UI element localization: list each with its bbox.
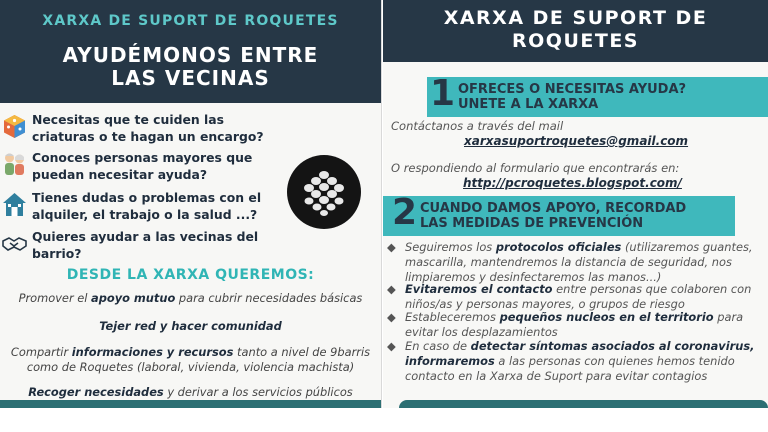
left-subheading: DESDE LA XARXA QUEREMOS: bbox=[66, 267, 315, 283]
goal-share-info-post: tanto a nivel de 9barris bbox=[233, 345, 371, 359]
dice-icon bbox=[2, 114, 27, 139]
bullet4-line3: contacto en la Xarxa de Suport para evitar contagios bbox=[405, 369, 708, 383]
bullet-icon: ◆ bbox=[387, 310, 396, 324]
bullet3-pre: Estableceremos bbox=[405, 310, 500, 324]
prevention-bullet-protocols-text bbox=[405, 240, 768, 285]
goal-mutual-support-post: para cubrir necesidades básicas bbox=[175, 291, 363, 305]
step1-title-line1: OFRECES O NECESITAS AYUDA? bbox=[458, 82, 687, 97]
handshake-icon bbox=[2, 231, 27, 256]
left-header-small: XARXA DE SUPORT DE ROQUETES bbox=[42, 13, 339, 29]
bullet1-line3: limpiaremos y desinfectaremos las manos...) bbox=[405, 270, 662, 284]
goal-share-info-line2: como de Roquetes (laboral, vivienda, violencia machista) bbox=[26, 360, 355, 374]
email-link[interactable]: xarxasuportroquetes@gmail.com bbox=[464, 134, 689, 148]
question-housing-line1: Tienes dudas o problemas con el bbox=[32, 190, 262, 205]
goal-community bbox=[0, 319, 381, 334]
bullet4-line2-bold: informaremos bbox=[405, 354, 495, 368]
left-bottom-strip bbox=[0, 400, 381, 408]
step1-title bbox=[458, 82, 686, 112]
right-header-line2: ROQUETES bbox=[512, 30, 639, 52]
step2-title-line1: CUANDO DAMOS APOYO, RECORDAD bbox=[420, 201, 687, 216]
bullet1-line2: mascarilla, mantendremos la distancia de seguridad, nos bbox=[405, 255, 732, 269]
question-volunteer-text bbox=[32, 229, 282, 262]
right-poster bbox=[383, 0, 768, 408]
question-childcare-line1: Necesitas que te cuiden las bbox=[32, 112, 224, 127]
prevention-bullet-symptoms-text bbox=[405, 339, 768, 384]
bullet3-line2: evitar los desplazamientos bbox=[405, 325, 558, 339]
bullet1-bold: protocolos oficiales bbox=[495, 240, 622, 254]
goal-mutual-support-pre: Promover el bbox=[18, 291, 92, 305]
step2-number: 2 bbox=[392, 192, 418, 233]
bullet-icon: ◆ bbox=[387, 240, 396, 254]
goal-share-info-pre: Compartir bbox=[10, 345, 72, 359]
house-icon bbox=[2, 192, 27, 217]
bullet-icon: ◆ bbox=[387, 282, 396, 296]
bullet4-bold: detectar síntomas asociados al coronavirus, bbox=[470, 339, 755, 353]
bullet1-pre: Seguiremos los bbox=[405, 240, 496, 254]
question-housing-text bbox=[32, 190, 282, 223]
question-housing-line2: alquiler, el trabajo o la salud ...? bbox=[32, 206, 258, 222]
left-header-title-line1: AYUDÉMONOS ENTRE bbox=[62, 43, 319, 67]
goal-collect-needs-post: y derivar a los servicios públicos bbox=[163, 385, 353, 399]
right-bottom-strip bbox=[399, 400, 768, 408]
pinecone-icon bbox=[287, 155, 361, 229]
bullet-icon: ◆ bbox=[387, 339, 396, 353]
question-childcare-line2: criaturas o te hagan un encargo? bbox=[32, 128, 264, 144]
question-childcare-text bbox=[32, 112, 282, 145]
left-header bbox=[0, 0, 381, 103]
goal-mutual-support-bold: apoyo mutuo bbox=[91, 291, 176, 305]
question-elderly-text bbox=[32, 150, 282, 183]
bullet4-line2-post: a las personas con quienes hemos tenido bbox=[494, 354, 735, 368]
bullet3-post: para bbox=[713, 310, 744, 324]
right-header-title bbox=[383, 7, 768, 53]
blog-link[interactable]: http://pcroquetes.blogspot.com/ bbox=[463, 176, 682, 190]
bullet3-bold: pequeños nucleos en el territorio bbox=[499, 310, 714, 324]
prevention-bullet-contact-text bbox=[405, 282, 768, 312]
goal-community-text: Tejer red y hacer comunidad bbox=[99, 319, 282, 333]
form-text: O respondiendo al formulario que encontrarás en: bbox=[391, 161, 680, 175]
question-elderly-line1: Conoces personas mayores que bbox=[32, 150, 253, 165]
right-header bbox=[383, 0, 768, 62]
bullet1-post: (utilizaremos guantes, bbox=[621, 240, 753, 254]
goal-share-info bbox=[0, 345, 381, 375]
goal-collect-needs-bold: Recoger necesidades bbox=[28, 385, 164, 399]
right-header-line1: XARXA DE SUPORT DE bbox=[443, 7, 708, 29]
left-header-title-line2: LAS VECINAS bbox=[111, 66, 270, 90]
prevention-bullet-nuclei-text bbox=[405, 310, 768, 340]
step2-title-line2: LAS MEDIDAS DE PREVENCIÓN bbox=[420, 216, 644, 231]
bullet2-post: entre personas que colaboren con bbox=[552, 282, 752, 296]
goal-share-info-bold: informaciones y recursos bbox=[71, 345, 234, 359]
bullet4-pre: En caso de bbox=[405, 339, 471, 353]
question-elderly-line2: puedan necesitar ayuda? bbox=[32, 166, 208, 182]
step1-number: 1 bbox=[430, 73, 456, 114]
bullet2-line2: niños/as y personas mayores, o grupos de riesgo bbox=[405, 297, 685, 311]
question-volunteer-line2: barrio? bbox=[32, 245, 82, 261]
elderly-couple-icon bbox=[2, 152, 27, 177]
goal-mutual-support bbox=[0, 291, 381, 306]
goal-collect-needs bbox=[0, 385, 381, 400]
question-volunteer-line1: Quieres ayudar a las vecinas del bbox=[32, 229, 259, 244]
left-header-title bbox=[0, 44, 381, 90]
step1-title-line2: UNETE A LA XARXA bbox=[458, 97, 599, 112]
left-poster bbox=[0, 0, 382, 408]
contact-text: Contáctanos a través del mail bbox=[391, 119, 564, 133]
bullet2-bold: Evitaremos el contacto bbox=[405, 282, 553, 296]
step2-title bbox=[420, 201, 686, 231]
